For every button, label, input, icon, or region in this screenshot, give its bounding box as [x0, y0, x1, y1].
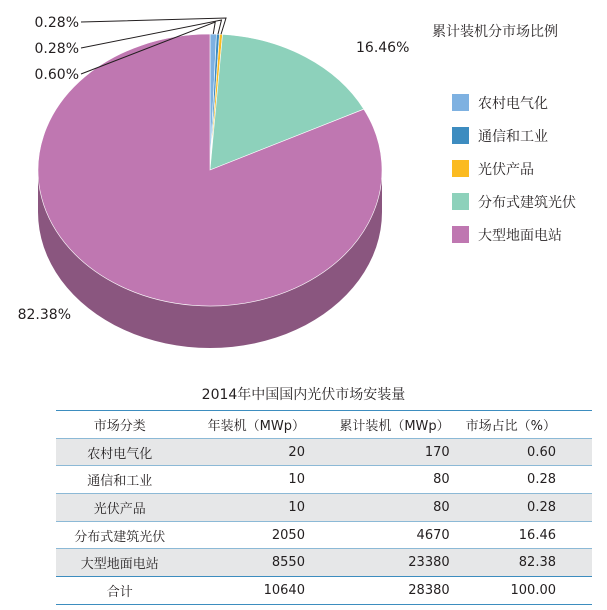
legend-item — [452, 152, 576, 185]
table-cell: 农村电气化 — [87, 446, 153, 462]
table-cell: 分布式建筑光伏 — [74, 529, 166, 545]
table-cell: 28380 — [408, 582, 450, 598]
table-cell: 4670 — [416, 527, 450, 543]
legend-swatch — [452, 160, 469, 177]
legend-swatch — [452, 193, 469, 210]
table-cell: 10 — [288, 499, 305, 515]
table-cell: 2050 — [271, 527, 305, 543]
legend-label: 通信和工业 — [478, 128, 548, 145]
table-cell: 大型地面电站 — [80, 557, 159, 573]
table-row — [56, 549, 592, 577]
column-header: 年装机（MWp） — [207, 418, 305, 434]
legend-swatch — [452, 127, 469, 144]
table-cell: 80 — [433, 472, 450, 488]
table-cell: 合计 — [106, 584, 133, 600]
table-row — [56, 438, 592, 466]
legend-item — [452, 185, 576, 218]
legend-item — [452, 86, 576, 119]
legend-item — [452, 119, 576, 152]
table-cell: 23380 — [408, 555, 450, 571]
table-row — [56, 521, 592, 549]
table-title: 2014年中国国内光伏市场安装量 — [201, 387, 406, 403]
table-cell: 16.46 — [518, 527, 556, 543]
install-table — [56, 410, 592, 605]
table-cell: 170 — [424, 444, 450, 460]
table-cell: 20 — [288, 444, 305, 460]
table-total-row — [56, 577, 592, 605]
slice-value-label: 82.38% — [17, 307, 71, 323]
table-header-row — [56, 411, 592, 439]
pie-title: 累计装机分市场比例 — [432, 24, 558, 40]
slice-value-label: 16.46% — [356, 40, 410, 56]
table-cell: 8550 — [271, 555, 305, 571]
legend — [452, 86, 576, 251]
table-row — [56, 494, 592, 522]
table-cell: 10 — [288, 472, 305, 488]
slice-value-label: 0.60% — [34, 67, 79, 83]
table-cell: 82.38 — [518, 555, 556, 571]
legend-label: 分布式建筑光伏 — [478, 194, 576, 211]
table-cell: 通信和工业 — [87, 474, 153, 490]
table-cell: 80 — [433, 499, 450, 515]
legend-swatch — [452, 94, 469, 111]
column-header: 市场分类 — [93, 418, 146, 434]
slice-value-label: 0.28% — [34, 15, 79, 31]
table-row — [56, 466, 592, 494]
slice-value-label: 0.28% — [34, 41, 79, 57]
table-cell: 0.28 — [527, 472, 556, 488]
table-cell: 10640 — [263, 582, 305, 598]
legend-label: 农村电气化 — [478, 95, 548, 112]
column-header: 市场占比（%） — [465, 418, 556, 434]
legend-item — [452, 218, 576, 251]
table-cell: 光伏产品 — [93, 501, 146, 517]
table-cell: 0.60 — [527, 444, 556, 460]
legend-swatch — [452, 226, 469, 243]
table-cell: 100.00 — [510, 582, 556, 598]
column-header: 累计装机（MWp） — [339, 418, 450, 434]
table-cell: 0.28 — [527, 499, 556, 515]
legend-label: 大型地面电站 — [478, 227, 562, 244]
legend-label: 光伏产品 — [478, 161, 534, 178]
